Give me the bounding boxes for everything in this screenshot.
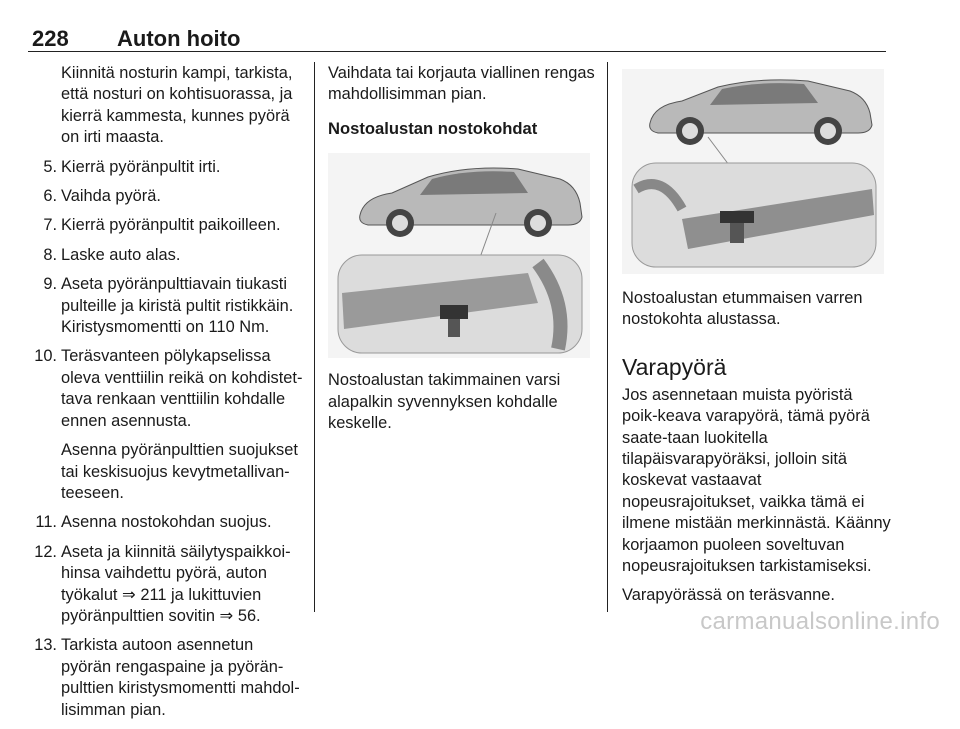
tire-repair-paragraph: Vaihdata tai korjauta viallinen rengas mahdollisimman pian. xyxy=(328,64,595,104)
list-item xyxy=(28,635,303,721)
list-item xyxy=(28,542,303,628)
lift-points-heading: Nostoalustan nostokohdat xyxy=(328,118,538,138)
step-text: Asenna nostokohdan suojus. xyxy=(61,513,272,532)
chapter-title: Auton hoito xyxy=(117,26,241,51)
list-item xyxy=(28,157,303,178)
step-number: 12. xyxy=(34,542,57,561)
rear-lift-point-illustration xyxy=(328,153,590,358)
step-text: Vaihda pyörä. xyxy=(61,187,161,206)
list-item xyxy=(28,186,303,207)
step-text: Laske auto alas. xyxy=(61,245,181,264)
figure-caption-rear: Nostoalustan takimmainen varsi alapalkin syvennyksen kohdalle keskelle. xyxy=(328,371,561,433)
list-item xyxy=(28,274,303,338)
front-lift-point-illustration xyxy=(622,69,884,274)
detail-inset xyxy=(338,255,582,353)
step-text: Kierrä pyöränpultit paikoilleen. xyxy=(61,216,281,235)
step-number: 8. xyxy=(43,245,57,264)
watermark: carmanualsonline.info xyxy=(700,608,940,635)
step-number: 6. xyxy=(43,187,57,206)
spare-wheel-rim-paragraph: Varapyörässä on teräsvanne. xyxy=(622,586,835,605)
detail-inset xyxy=(632,163,876,267)
step4-continuation: Kiinnitä nosturin kampi, tarkista, että nosturi on kohtisuorassa, ja kierrä kammesta, kunnes pyörä on irti maasta. xyxy=(61,64,293,147)
list-item xyxy=(28,346,303,432)
figure-caption-front: Nostoalustan etummaisen varren nostokohta alustassa. xyxy=(622,289,863,329)
column-divider-1 xyxy=(314,62,315,612)
step-text: Aseta ja kiinnitä säilytyspaikkoi-hinsa vaihdettu pyörä, auton työkalut ⇒ 211 ja lukittuvien pyöränpulttien sovitin ⇒ 56. xyxy=(61,542,291,625)
page-header xyxy=(28,26,886,52)
column-3 xyxy=(622,63,892,615)
step-number: 7. xyxy=(43,216,57,235)
column-1 xyxy=(28,63,303,729)
step-text: Aseta pyöränpulttiavain tiukasti pulteille ja kiristä pultit ristikkäin. Kiristysmomentti on 110 Nm. xyxy=(61,275,294,337)
step-number: 9. xyxy=(43,275,57,294)
step-number: 10. xyxy=(34,347,57,366)
spare-wheel-paragraph: Jos asennetaan muista pyöristä poik-keava varapyörä, tämä pyörä saate-taan luokitella tilapäisvarapyöräksi, jolloin sitä koskevat vastaavat nopeusrajoitukset, vaikka tämä ei ilmene mistään merkinnästä. Käänny korjaamon puoleen soveltuvan nopeusrajoituksen tarkistamiseksi. xyxy=(622,385,891,576)
column-2 xyxy=(328,63,598,442)
list-item xyxy=(28,245,303,266)
step-number: 13. xyxy=(34,636,57,655)
step-number: 5. xyxy=(43,157,57,176)
spare-wheel-heading: Varapyörä xyxy=(622,353,727,380)
page-number: 228 xyxy=(32,26,69,51)
header-divider xyxy=(28,51,886,52)
column-divider-2 xyxy=(607,62,608,612)
step-text: Teräsvanteen pölykapselissa oleva venttiilin reikä on kohdistet-tava renkaan venttiilin kohdalle ennen asennusta. xyxy=(61,347,303,430)
list-item xyxy=(28,512,303,533)
step-text: Tarkista autoon asennetun pyörän rengaspaine ja pyörän-pulttien kiristysmomentti mahdol-lisimman pian. xyxy=(61,636,300,719)
step10-continuation: Asenna pyöränpulttien suojukset tai keskisuojus kevytmetallivan-teeseen. xyxy=(61,441,298,502)
step-text: Kierrä pyöränpultit irti. xyxy=(61,157,221,176)
list-item xyxy=(28,215,303,236)
step-number: 11. xyxy=(35,513,57,532)
